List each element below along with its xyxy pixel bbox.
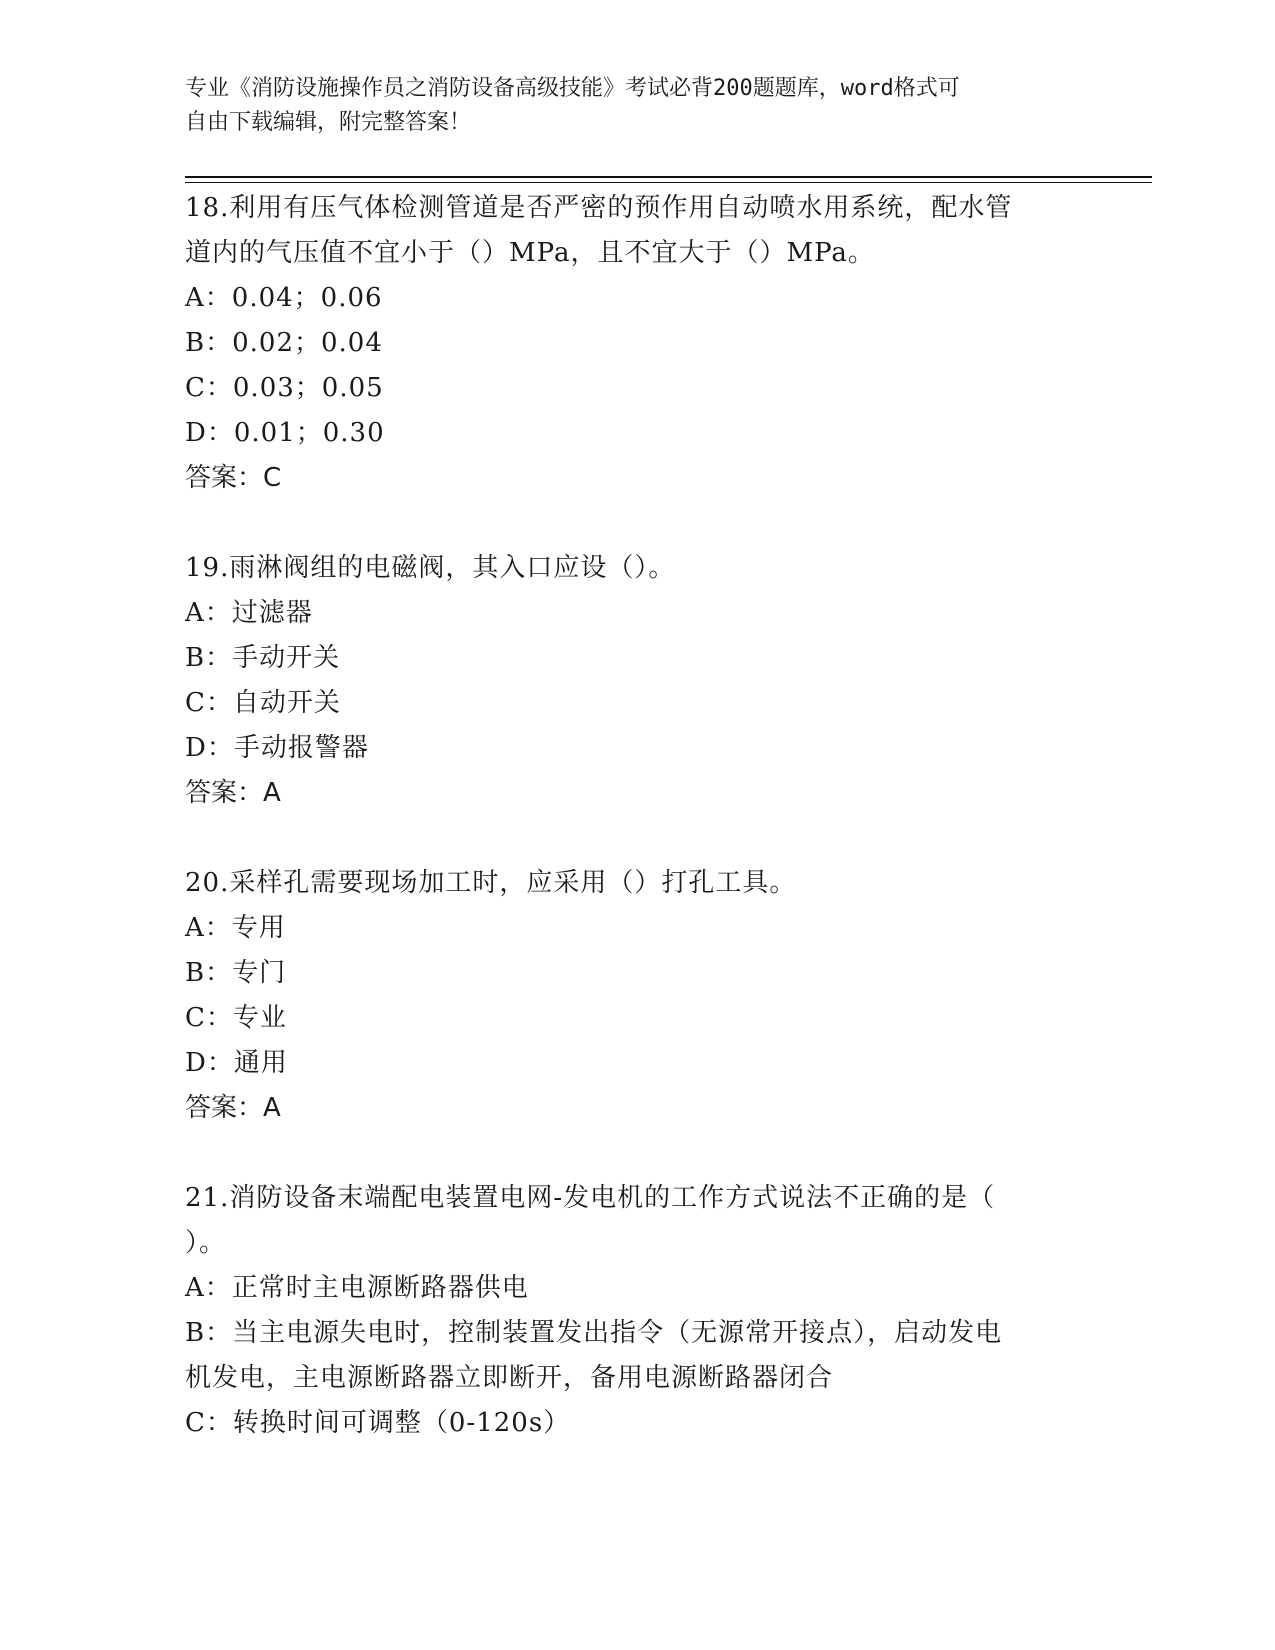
option-a: A：过滤器 bbox=[185, 598, 313, 628]
answer-line: 答案：C bbox=[185, 463, 282, 493]
option-d: D：手动报警器 bbox=[185, 733, 369, 763]
question-stem: ）。 bbox=[185, 1228, 227, 1258]
question-spacer bbox=[185, 816, 1085, 861]
option-c: C：专业 bbox=[185, 1003, 287, 1033]
answer-line: 答案：A bbox=[185, 1093, 281, 1123]
option-c: C：转换时间可调整（0-120s） bbox=[185, 1408, 571, 1438]
option-b-continued: 机发电，主电源断路器立即断开，备用电源断路器闭合 bbox=[185, 1363, 834, 1393]
option-b: B：0.02；0.04 bbox=[185, 328, 383, 358]
document-header bbox=[185, 72, 1065, 140]
answer-line: 答案：A bbox=[185, 778, 281, 808]
question-block bbox=[185, 546, 1085, 816]
question-list bbox=[185, 186, 1085, 1446]
option-a: A：专用 bbox=[185, 913, 286, 943]
question-spacer bbox=[185, 1131, 1085, 1176]
option-d: D：通用 bbox=[185, 1048, 288, 1078]
option-d: D：0.01；0.30 bbox=[185, 418, 385, 448]
question-stem: 18.利用有压气体检测管道是否严密的预作用自动喷水用系统，配水管 bbox=[185, 193, 1013, 223]
question-block bbox=[185, 186, 1085, 501]
question-stem: 21.消防设备末端配电装置电网-发电机的工作方式说法不正确的是（ bbox=[185, 1183, 996, 1213]
header-line-2: 自由下载编辑，附完整答案！ bbox=[185, 110, 472, 135]
question-spacer bbox=[185, 501, 1085, 546]
option-b: B：手动开关 bbox=[185, 643, 341, 673]
question-block bbox=[185, 1176, 1085, 1446]
option-c: C：自动开关 bbox=[185, 688, 341, 718]
question-block bbox=[185, 861, 1085, 1131]
option-a: A：0.04；0.06 bbox=[185, 283, 383, 313]
option-b: B：当主电源失电时，控制装置发出指令（无源常开接点），启动发电 bbox=[185, 1318, 1003, 1348]
question-stem: 道内的气压值不宜小于（）MPa，且不宜大于（）MPa。 bbox=[185, 238, 875, 268]
option-b: B：专门 bbox=[185, 958, 287, 988]
question-stem: 20.采样孔需要现场加工时，应采用（）打孔工具。 bbox=[185, 868, 797, 898]
question-stem: 19.雨淋阀组的电磁阀，其入口应设（）。 bbox=[185, 553, 676, 583]
header-line-1: 专业《消防设施操作员之消防设备高级技能》考试必背200题题库，word格式可 bbox=[185, 76, 960, 101]
option-c: C：0.03；0.05 bbox=[185, 373, 384, 403]
header-divider-thick bbox=[185, 176, 1152, 178]
header-divider-thin bbox=[185, 182, 1152, 183]
option-a: A：正常时主电源断路器供电 bbox=[185, 1273, 529, 1303]
